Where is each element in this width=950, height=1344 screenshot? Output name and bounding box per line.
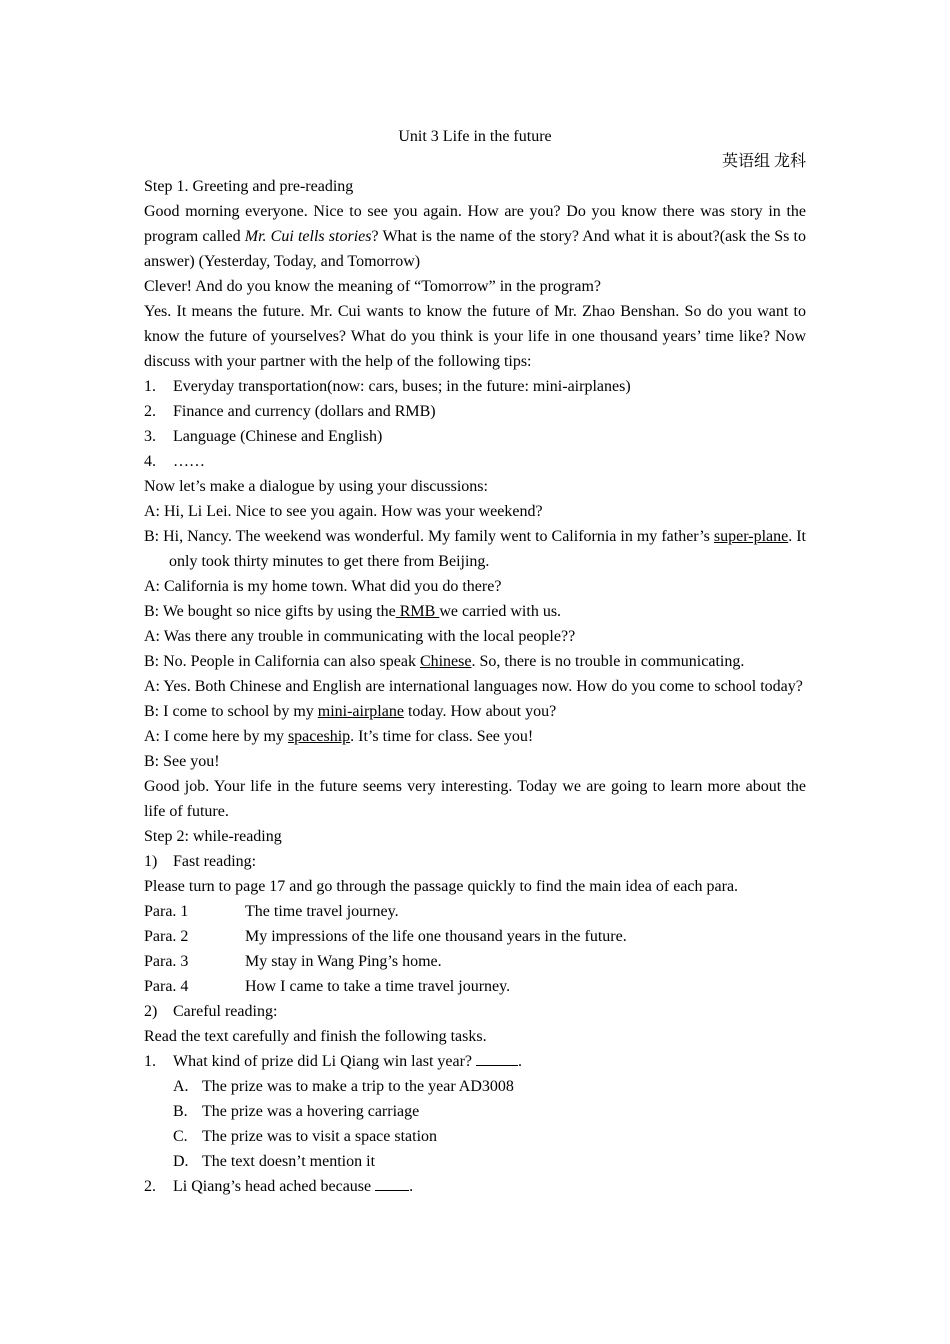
dialogue-text: B: No. People in California can also speak — [144, 653, 420, 670]
para-row — [144, 924, 806, 949]
tip-item — [144, 374, 806, 399]
intro-paragraph — [144, 199, 806, 274]
dialogue-text: . So, there is no trouble in communicating. — [471, 653, 745, 670]
dialogue-text: B: We bought so nice gifts by using the — [144, 603, 396, 620]
question-text: . — [518, 1053, 523, 1070]
option-text: The prize was a hovering carriage — [202, 1103, 420, 1120]
para-label: Para. 3 — [144, 953, 189, 970]
tip-number: 3. — [144, 428, 156, 445]
document-body — [144, 124, 806, 1199]
step1-heading: Step 1. Greeting and pre-reading — [144, 178, 354, 195]
para-label: Para. 1 — [144, 903, 189, 920]
para-row — [144, 899, 806, 924]
tip-text: Finance and currency (dollars and RMB) — [173, 403, 436, 420]
option-letter: C. — [173, 1128, 188, 1145]
intro-text-post: ? What is the name of the story? And what it is about?(ask the Ss to answer) (Yesterday, Today, and Tomorrow) — [144, 228, 807, 270]
dialogue-line — [144, 699, 806, 724]
underlined-word: RMB — [395, 603, 440, 620]
tip-item — [144, 399, 806, 424]
dialogue-text: A: I come here by my — [144, 728, 288, 745]
tip-text: Language (Chinese and English) — [173, 428, 383, 445]
underlined-word: mini-airplane — [317, 703, 404, 720]
dialogue-line: A: California is my home town. What did you do there? — [144, 578, 502, 595]
careful-reading-heading — [144, 999, 806, 1024]
dialogue-text: . It only took thirty minutes to get there from Beijing. — [169, 528, 806, 570]
para-idea: My stay in Wang Ping’s home. — [245, 953, 442, 970]
dialogue-text: B: I come to school by my — [144, 703, 318, 720]
tip-number: 2. — [144, 403, 156, 420]
dialogue-line — [144, 524, 806, 574]
para-idea: The time travel journey. — [245, 903, 399, 920]
option-item — [144, 1074, 806, 1099]
author-line: 英语组 龙科 — [721, 153, 806, 170]
para-idea: How I came to take a time travel journey. — [245, 978, 511, 995]
step2-heading: Step 2: while-reading — [144, 828, 282, 845]
section-label: Fast reading: — [173, 853, 257, 870]
dialogue-text: . It’s time for class. See you! — [350, 728, 534, 745]
dialogue-line — [144, 649, 806, 674]
dialogue-line: A: Was there any trouble in communicating with the local people?? — [144, 628, 576, 645]
question-text: Li Qiang’s head ached because — [173, 1178, 376, 1195]
option-item — [144, 1124, 806, 1149]
option-text: The prize was to visit a space station — [202, 1128, 438, 1145]
fast-reading-heading — [144, 849, 806, 874]
dialogue-line: A: Hi, Li Lei. Nice to see you again. How was your weekend? — [144, 503, 543, 520]
dialogue-line — [144, 599, 806, 624]
fast-reading-instruction: Please turn to page 17 and go through the passage quickly to find the main idea of each para. — [144, 878, 739, 895]
page-title: Unit 3 Life in the future — [398, 128, 552, 145]
question-2 — [144, 1174, 806, 1199]
tip-text: Everyday transportation(now: cars, buses; in the future: mini-airplanes) — [173, 378, 631, 395]
para-label: Para. 4 — [144, 978, 189, 995]
dialogue-intro: Now let’s make a dialogue by using your discussions: — [144, 478, 488, 495]
para-idea: My impressions of the life one thousand years in the future. — [245, 928, 627, 945]
option-letter: B. — [173, 1103, 188, 1120]
para-row — [144, 974, 806, 999]
intro-text-pre: Good morning everyone. Nice to see you again. How are you? Do you know there was story in the program called — [144, 203, 806, 245]
program-name: Mr. Cui tells stories — [244, 228, 372, 245]
option-letter: A. — [173, 1078, 189, 1095]
dialogue-text: today. How about you? — [403, 703, 557, 720]
yes-paragraph: Yes. It means the future. Mr. Cui wants to know the future of Mr. Zhao Benshan. So do you want to know the future of yourselves? What do you think is your life in one thousand years’ time like? Now discuss with your partner with the help of the following tips: — [144, 303, 806, 370]
dialogue-text: B: Hi, Nancy. The weekend was wonderful. My family went to California in my father’s — [144, 528, 714, 545]
dialogue-line — [144, 724, 806, 749]
para-row — [144, 949, 806, 974]
clever-paragraph: Clever! And do you know the meaning of “Tomorrow” in the program? — [144, 278, 601, 295]
tip-item — [144, 424, 806, 449]
tip-number: 1. — [144, 378, 156, 395]
tip-text: …… — [173, 453, 205, 470]
tip-number: 4. — [144, 453, 156, 470]
option-item — [144, 1099, 806, 1124]
para-label: Para. 2 — [144, 928, 189, 945]
question-number: 1. — [144, 1053, 156, 1070]
option-text: The text doesn’t mention it — [202, 1153, 376, 1170]
tip-item — [144, 449, 806, 474]
underlined-word: super-plane — [713, 528, 789, 545]
option-text: The prize was to make a trip to the year AD3008 — [202, 1078, 514, 1095]
question-number: 2. — [144, 1178, 156, 1195]
question-text: What kind of prize did Li Qiang win last year? — [173, 1053, 477, 1070]
answer-blank — [476, 1051, 518, 1066]
option-letter: D. — [173, 1153, 189, 1170]
underlined-word: spaceship — [287, 728, 351, 745]
answer-blank — [375, 1176, 409, 1191]
dialogue-line: B: See you! — [144, 753, 220, 770]
option-item — [144, 1149, 806, 1174]
good-job-paragraph: Good job. Your life in the future seems very interesting. Today we are going to learn more about the life of future. — [144, 778, 806, 820]
section-number: 1) — [144, 853, 158, 870]
underlined-word: Chinese — [419, 653, 472, 670]
careful-reading-instruction: Read the text carefully and finish the following tasks. — [144, 1028, 487, 1045]
dialogue-text: we carried with us. — [439, 603, 562, 620]
question-1 — [144, 1049, 806, 1074]
section-number: 2) — [144, 1003, 158, 1020]
dialogue-line: A: Yes. Both Chinese and English are international languages now. How do you come to school today? — [144, 678, 803, 695]
section-label: Careful reading: — [173, 1003, 278, 1020]
question-text: . — [409, 1178, 414, 1195]
